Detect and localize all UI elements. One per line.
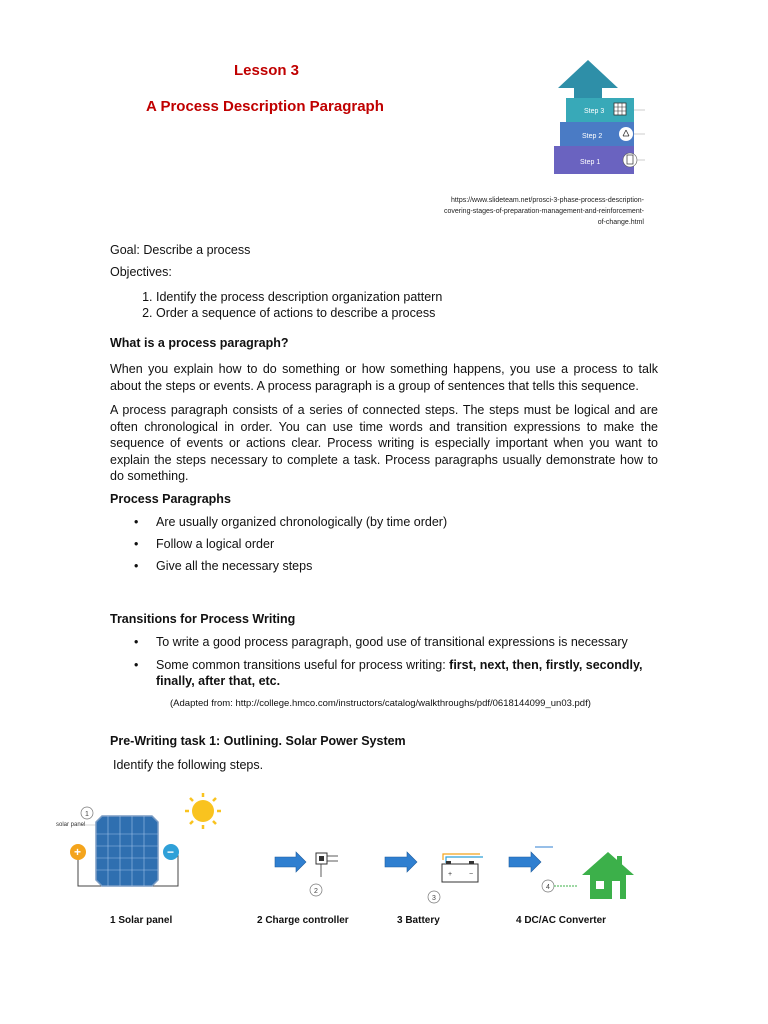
prewriting-instruction: Identify the following steps. xyxy=(113,758,264,772)
bullet-icon: • xyxy=(134,515,139,529)
house-icon xyxy=(582,852,634,899)
paragraph-2: A process paragraph consists of a series of connected steps. The steps must be logical and are often chronological in order. You can use time words and transition expressions to make the sequence of events or actions clear. Process writing is especially important when you want to explain the steps necessary to complete a task. Process paragraphs usually demonstrate how to do something. xyxy=(110,403,658,483)
objectives-heading: Objectives: xyxy=(110,265,172,279)
network-icon xyxy=(619,127,633,141)
svg-text:4: 4 xyxy=(546,884,550,891)
caption-solar-panel: 1 Solar panel xyxy=(110,915,173,926)
objective-item: 2. Order a sequence of actions to describe a process xyxy=(156,305,656,321)
up-arrow-icon xyxy=(558,60,618,98)
bullet-icon: • xyxy=(134,635,139,649)
svg-text:+: + xyxy=(448,871,453,878)
svg-text:1: 1 xyxy=(85,811,89,818)
prewriting-heading: Pre-Writing task 1: Outlining. Solar Power System xyxy=(110,734,406,748)
caption-battery: 3 Battery xyxy=(397,915,440,926)
step-3-label: Step 3 xyxy=(584,108,605,115)
list-item: • Some common transitions useful for process writing: first, next, then, firstly, secondly, finally, after that, etc. xyxy=(134,658,643,688)
arrow-icon xyxy=(385,852,417,872)
bullet-icon: • xyxy=(134,559,139,573)
svg-text:2: 2 xyxy=(314,888,318,895)
bullet-icon: • xyxy=(134,537,139,551)
list-item: • Are usually organized chronologically (by time order) xyxy=(134,515,448,529)
paragraph-1: When you explain how to do something or how something happens, you use a process to talk about the steps or events. A process paragraph is a group of sentences that tells this sequence. xyxy=(110,362,658,393)
sun-icon xyxy=(185,793,221,829)
svg-text:−: − xyxy=(167,845,175,859)
process-bullets xyxy=(110,515,658,573)
section-heading-what-is: What is a process paragraph? xyxy=(110,336,289,350)
step-2-label: Step 2 xyxy=(582,133,603,140)
adapted-source: (Adapted from: http://college.hmco.com/instructors/catalog/walkthroughs/pdf/0618144099_un03.pdf) xyxy=(170,698,591,709)
solar-panel-label: solar panel xyxy=(56,822,86,828)
objectives-list xyxy=(134,289,656,321)
solar-panel-icon xyxy=(96,816,158,886)
section-heading-process-paragraphs: Process Paragraphs xyxy=(110,492,231,506)
arrow-icon xyxy=(275,852,306,872)
caption-converter: 4 DC/AC Converter xyxy=(516,915,607,926)
list-item: • Follow a logical order xyxy=(134,537,275,551)
goal: Goal: Describe a process xyxy=(110,243,251,257)
page-title: A Process Description Paragraph xyxy=(146,98,384,115)
svg-text:3: 3 xyxy=(432,895,436,902)
list-item: • To write a good process paragraph, good use of transitional expressions is necessary xyxy=(134,635,628,649)
caption-charge-controller: 2 Charge controller xyxy=(257,915,349,926)
section-heading-transitions: Transitions for Process Writing xyxy=(110,612,296,626)
grid-icon xyxy=(614,103,626,115)
svg-text:+: + xyxy=(74,845,82,859)
svg-text:−: − xyxy=(469,871,474,878)
solar-system-diagram xyxy=(50,785,650,913)
bullet-icon: • xyxy=(134,658,139,672)
objective-item: 1. Identify the process description organization pattern xyxy=(156,289,656,305)
transition-bullets xyxy=(110,635,658,689)
lesson-label: Lesson 3 xyxy=(234,62,300,79)
image-source-url: https://www.slideteam.net/prosci-3-phase-process-description- covering-stages-of-preparation-management-and-reinforcement- of-change.html xyxy=(444,197,644,226)
steps-illustration xyxy=(550,56,650,186)
list-item: • Give all the necessary steps xyxy=(134,559,313,573)
battery-icon xyxy=(442,854,483,882)
step-1-label: Step 1 xyxy=(580,159,601,166)
charge-controller-icon xyxy=(316,853,338,877)
arrow-icon xyxy=(509,852,541,872)
